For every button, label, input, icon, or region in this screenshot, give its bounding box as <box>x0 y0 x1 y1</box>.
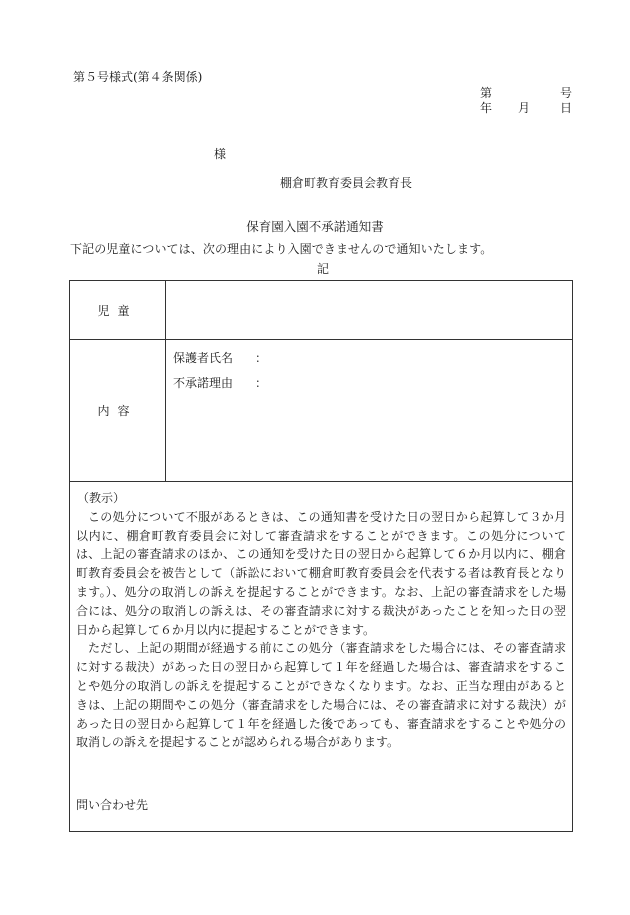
content-row <box>70 339 572 482</box>
instruction-heading: （教示） <box>77 491 126 505</box>
content-label: 内容 <box>70 339 166 481</box>
reason-label: 不承諾理由 <box>173 376 234 390</box>
guardian-label: 保護者氏名 <box>173 351 234 365</box>
content-value-cell <box>166 339 572 481</box>
guardian-field <box>173 349 267 366</box>
guardian-separator: ： <box>255 351 268 365</box>
form-number: 第５号様式(第４条関係) <box>73 70 203 84</box>
child-label: 児童 <box>70 281 166 339</box>
issuer-name: 棚倉町教育委員会教育長 <box>280 176 413 190</box>
ki-marker: 記 <box>316 262 329 276</box>
date-day: 日 <box>559 101 572 115</box>
number-suffix: 号 <box>559 86 572 100</box>
child-row <box>70 281 572 340</box>
child-value <box>166 281 572 339</box>
date-year: 年 <box>480 101 493 115</box>
instruction-section <box>70 481 572 831</box>
reason-field <box>173 374 267 391</box>
intro-text: 下記の児童については、次の理由により入園できませんので通知いたします。 <box>70 242 493 256</box>
contact-label: 問い合わせ先 <box>76 798 149 813</box>
notice-table <box>69 280 573 832</box>
instruction-paragraph-1: この処分について不服があるときは、この通知書を受けた日の翌日から起算して３か月以内に、棚倉町教育委員会に対して審査請求をすることができます。この処分については、上記の審査請求のほか、この通知を受けた日の翌日から起算して６か月以内に、棚倉町教育委員会を被告として（訴訟において棚倉町教育委員会を代表する者は教育長となります。）、処分の取消しの訴えを提起することができます。なお、上記の審査請求をした場合には、処分の取消しの訴えは、その審査請求に対する裁決があったことを知った日の翌日から起算して６か月以内に提起することができます。 <box>76 509 566 637</box>
instruction-paragraph-2: ただし、上記の期間が経過する前にこの処分（審査請求をした場合には、その審査請求に対する裁決）があった日の翌日から起算して１年を経過した場合は、審査請求をすることや処分の取消しの訴えを提起することができなくなります。なお、正当な理由があるときは、上記の期間やこの処分（審査請求をした場合には、その審査請求に対する裁決）があった日の翌日から起算して１年を経過した後であっても、審査請求をすることや処分の取消しの訴えを提起することが認められる場合があります。 <box>76 641 566 750</box>
reason-separator: ： <box>255 376 268 390</box>
number-prefix: 第 <box>480 86 493 100</box>
document-title: 保育園入園不承諾通知書 <box>246 219 384 234</box>
addressee-honorific: 様 <box>214 147 227 161</box>
date-month: 月 <box>518 101 531 115</box>
